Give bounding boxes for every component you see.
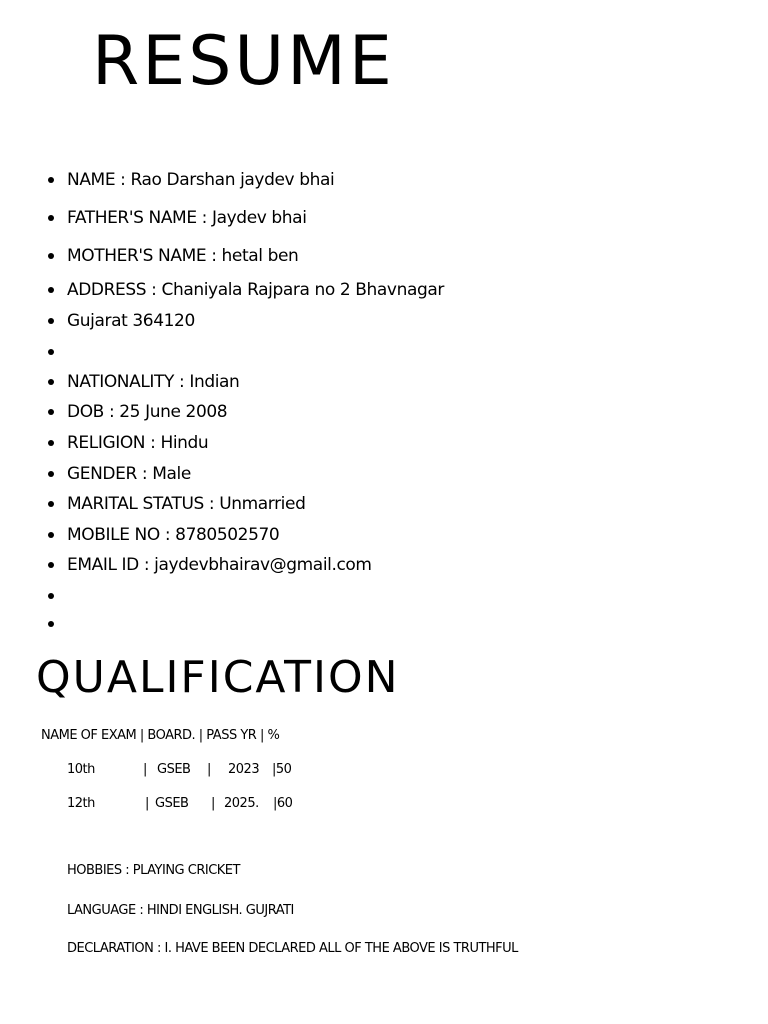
separator: | xyxy=(145,796,149,811)
info-text: EMAIL ID : jaydevbhairav@gmail.com xyxy=(67,555,372,575)
language-line: LANGUAGE : HINDI ENGLISH. GUJRATI xyxy=(67,903,294,918)
bullet-icon xyxy=(48,532,54,538)
separator: | xyxy=(211,796,215,811)
info-item-name xyxy=(48,168,648,192)
separator: | xyxy=(143,762,147,777)
bullet-icon xyxy=(48,253,54,259)
bullet-icon xyxy=(48,440,54,446)
qualification-row xyxy=(0,795,400,813)
info-text: NAME : Rao Darshan jaydev bhai xyxy=(67,170,335,190)
bullet-icon xyxy=(48,501,54,507)
bullet-icon xyxy=(48,621,54,627)
bullet-icon xyxy=(48,409,54,415)
info-item-mobile xyxy=(48,523,648,547)
info-item-gender xyxy=(48,462,648,486)
hobbies-line: HOBBIES : PLAYING CRICKET xyxy=(67,863,240,878)
board-cell: GSEB xyxy=(155,796,189,811)
board-cell: GSEB xyxy=(157,762,191,777)
info-text: ADDRESS : Chaniyala Rajpara no 2 Bhavnagar xyxy=(67,280,444,300)
info-text: DOB : 25 June 2008 xyxy=(67,402,228,422)
info-text: FATHER'S NAME : Jaydev bhai xyxy=(67,208,307,228)
qualification-row xyxy=(0,761,400,779)
resume-title: RESUME xyxy=(92,22,395,101)
bullet-icon xyxy=(48,287,54,293)
bullet-icon xyxy=(48,215,54,221)
qualification-header: NAME OF EXAM | BOARD. | PASS YR | % xyxy=(41,728,280,743)
info-item-address xyxy=(48,278,648,302)
separator: | xyxy=(207,762,211,777)
info-item-mother-name xyxy=(48,244,648,268)
bullet-icon xyxy=(48,471,54,477)
info-item-empty xyxy=(48,612,648,636)
info-text: NATIONALITY : Indian xyxy=(67,372,240,392)
info-item-dob xyxy=(48,400,648,424)
info-item-nationality xyxy=(48,370,648,394)
info-text: GENDER : Male xyxy=(67,464,191,484)
exam-cell: 10th xyxy=(67,762,95,777)
bullet-icon xyxy=(48,379,54,385)
info-item-empty xyxy=(48,340,648,364)
info-item-address-line-2 xyxy=(48,309,648,333)
year-cell: 2023 xyxy=(228,762,260,777)
year-cell: 2025. xyxy=(224,796,259,811)
info-text: MARITAL STATUS : Unmarried xyxy=(67,494,306,514)
bullet-icon xyxy=(48,562,54,568)
declaration-line: DECLARATION : I. HAVE BEEN DECLARED ALL OF THE ABOVE IS TRUTHFUL xyxy=(67,941,518,956)
percent-cell: |50 xyxy=(272,762,292,777)
info-text: MOTHER'S NAME : hetal ben xyxy=(67,246,299,266)
info-text: RELIGION : Hindu xyxy=(67,433,209,453)
info-item-email xyxy=(48,553,648,577)
bullet-icon xyxy=(48,349,54,355)
bullet-icon xyxy=(48,318,54,324)
info-item-marital-status xyxy=(48,492,648,516)
info-item-father-name xyxy=(48,206,648,230)
info-text: MOBILE NO : 8780502570 xyxy=(67,525,280,545)
info-item-empty xyxy=(48,584,648,608)
exam-cell: 12th xyxy=(67,796,95,811)
bullet-icon xyxy=(48,593,54,599)
qualification-title: QUALIFICATION xyxy=(36,652,400,703)
bullet-icon xyxy=(48,177,54,183)
info-text: Gujarat 364120 xyxy=(67,311,195,331)
info-item-religion xyxy=(48,431,648,455)
percent-cell: |60 xyxy=(273,796,293,811)
